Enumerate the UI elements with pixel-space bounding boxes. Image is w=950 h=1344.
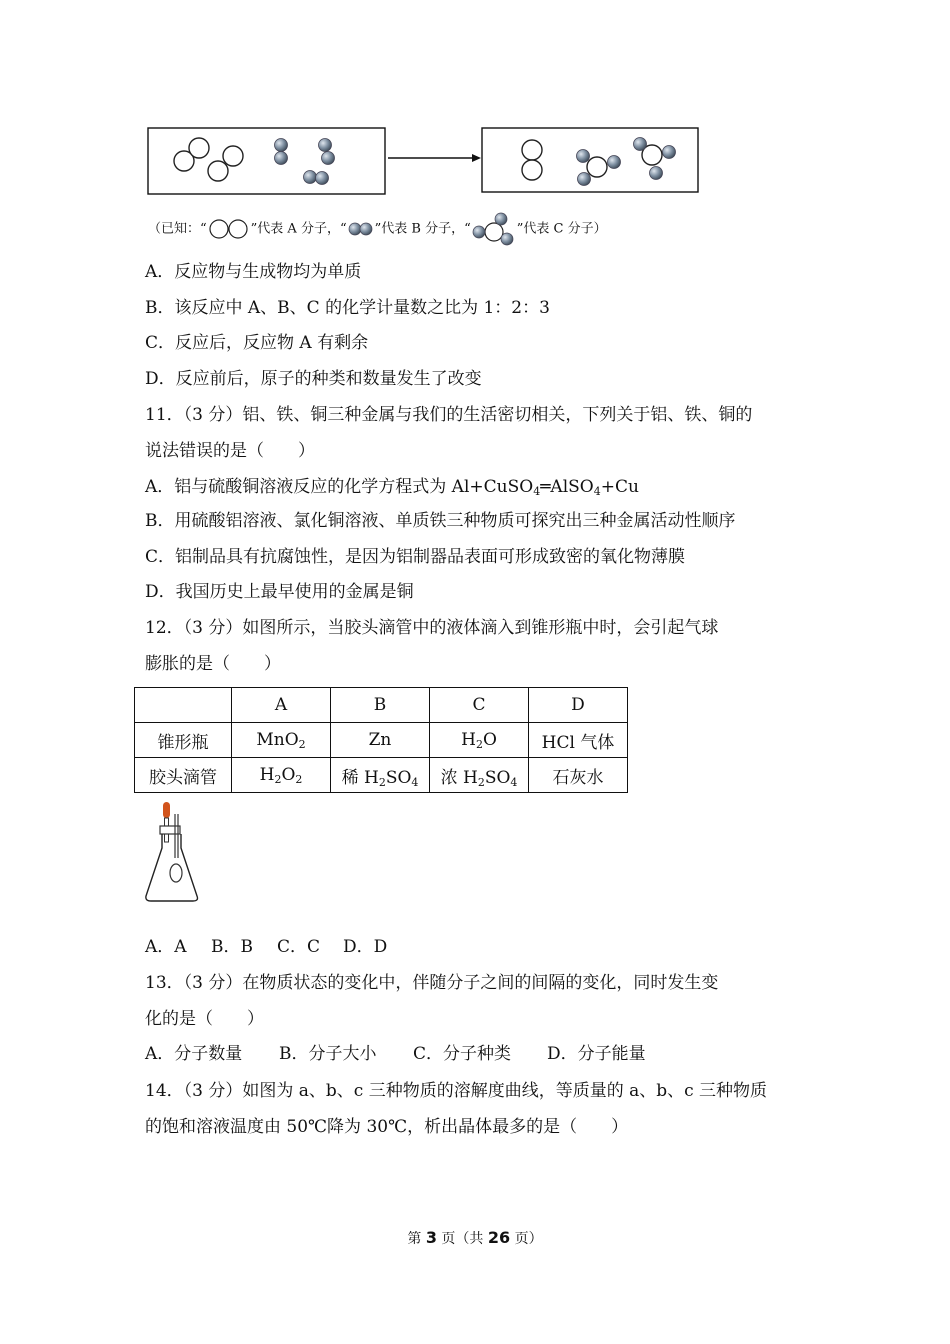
page-number: 3 <box>425 1228 437 1247</box>
q13-stem-line2: 化的是（ ） <box>145 1009 264 1029</box>
molecule-b <box>275 139 335 185</box>
reaction-diagram <box>140 120 710 200</box>
row-label: 胶头滴管 <box>135 758 232 793</box>
table-cell: 浓 $H_2SO_4$ <box>430 758 529 793</box>
q11-stem-line2: 说法错误的是（ ） <box>145 441 315 461</box>
legend-prefix: （已知：“ <box>148 221 207 237</box>
q13-stem-line1: 13．（3 分）在物质状态的变化中，伴随分子之间的间隔的变化，同时发生变 <box>145 973 719 993</box>
table-header-cell: B <box>331 688 430 723</box>
table-row <box>135 758 628 793</box>
molecule-a-symbol <box>207 218 251 240</box>
molecule-a <box>174 138 243 181</box>
reactants-box <box>148 128 385 194</box>
table-row <box>135 723 628 758</box>
q13-options <box>145 1043 646 1065</box>
legend-b-text: ”代表 B 分子，“ <box>374 221 471 237</box>
table-header-row <box>135 688 628 723</box>
q10-option-d: D．反应前后，原子的种类和数量发生了改变 <box>145 369 482 389</box>
q11-option-c: C．铝制品具有抗腐蚀性，是因为铝制器品表面可形成致密的氧化物薄膜 <box>145 547 686 567</box>
q12-stem-line1: 12．（3 分）如图所示，当胶头滴管中的液体滴入到锥形瓶中时，会引起气球 <box>145 618 719 638</box>
table-cell: $H_2O$ <box>430 723 529 758</box>
table-header-cell: A <box>232 688 331 723</box>
q11-stem-line1: 11．（3 分）铝、铁、铜三种金属与我们的生活密切相关，下列关于铝、铁、铜的 <box>145 405 753 425</box>
q11-option-d: D．我国历史上最早使用的金属是铜 <box>145 582 414 602</box>
table-header-cell <box>135 688 232 723</box>
table-cell: MnO$_2$ <box>232 723 331 758</box>
row-label: 锥形瓶 <box>135 723 232 758</box>
q11-option-a: A．铝与硫酸铜溶液反应的化学方程式为 Al+CuSO$_4$═AlSO$_4$+Cu <box>145 477 639 498</box>
table-cell: Zn <box>331 723 430 758</box>
q11-option-b: B．用硫酸铝溶液、氯化铜溶液、单质铁三种物质可探究出三种金属活动性顺序 <box>145 511 736 531</box>
q14-stem-line2: 的饱和溶液温度由 50℃降为 30℃，析出晶体最多的是（ ） <box>145 1117 629 1137</box>
table-cell: $H_2O_2$ <box>232 758 331 793</box>
q14-stem-line1: 14．（3 分）如图为 a、b、c 三种物质的溶解度曲线，等质量的 a、b、c 三种物质 <box>145 1081 768 1101</box>
molecule-legend <box>148 212 607 246</box>
table-cell: 稀 $H_2SO_4$ <box>331 758 430 793</box>
option-d: D．分子能量 <box>547 1044 646 1064</box>
legend-a-text: ”代表 A 分子，“ <box>250 221 347 237</box>
option-c: C．C <box>277 937 321 957</box>
option-b: B．B <box>211 937 253 957</box>
page-total: 26 <box>487 1228 511 1247</box>
q10-option-b: B．该反应中 A、B、C 的化学计量数之比为 1：2：3 <box>145 298 550 318</box>
reaction-arrow <box>388 154 481 162</box>
balloon-icon <box>170 864 182 882</box>
q12-options <box>145 936 387 958</box>
products-box <box>482 128 698 192</box>
option-c: C．分子种类 <box>413 1044 512 1064</box>
stopper <box>160 814 180 858</box>
q10-option-a: A．反应物与生成物均为单质 <box>145 262 362 282</box>
table-cell: 石灰水 <box>529 758 628 793</box>
legend-c-text: ”代表 C 分子） <box>516 221 607 237</box>
table-cell: HCl 气体 <box>529 723 628 758</box>
q12-table <box>134 687 628 793</box>
dropper-icon <box>163 802 170 842</box>
flask-apparatus-figure <box>140 800 206 906</box>
molecule-c-symbol <box>471 212 517 246</box>
option-b: B．分子大小 <box>279 1044 377 1064</box>
q10-option-c: C．反应后，反应物 A 有剩余 <box>145 333 369 353</box>
option-a: A．A <box>145 937 187 957</box>
molecule-b-symbol <box>347 221 375 237</box>
option-d: D．D <box>343 937 388 957</box>
table-header-cell: D <box>529 688 628 723</box>
table-header-cell: C <box>430 688 529 723</box>
option-a: A．分子数量 <box>145 1044 243 1064</box>
q12-stem-line2: 膨胀的是（ ） <box>145 654 281 674</box>
page-footer: 第 3 页（共 26 页） <box>407 1228 543 1247</box>
